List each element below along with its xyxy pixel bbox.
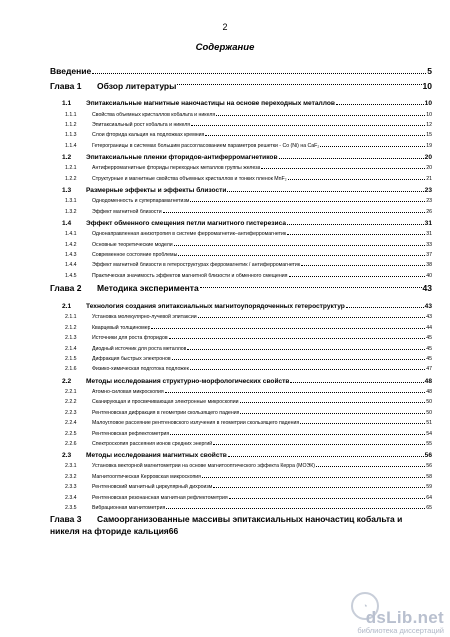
toc-subsection[interactable] bbox=[50, 204, 432, 214]
toc-chapter-number: Глава 2 bbox=[50, 283, 82, 294]
watermark-logo-icon: ◔ bbox=[351, 592, 379, 620]
toc-leader-dots bbox=[301, 265, 425, 266]
toc-subsection-number: 1.3.1 bbox=[65, 198, 77, 205]
toc-section-page: 20 bbox=[424, 153, 432, 161]
toc-chapter[interactable] bbox=[50, 279, 432, 298]
toc-section-title: Эпитаксиальные пленки фторидов-антиферромагнетиков bbox=[86, 153, 278, 161]
toc-subsection[interactable] bbox=[50, 138, 432, 148]
toc-subsection-page: 10 bbox=[426, 111, 432, 118]
toc-section[interactable] bbox=[50, 447, 432, 459]
toc-section-number: 1.3 bbox=[62, 186, 72, 194]
toc-subsection-title: Рентгеновская рефлектометрия bbox=[92, 430, 170, 437]
toc-leader-dots bbox=[287, 224, 424, 225]
toc-subsection-number: 2.2.3 bbox=[65, 409, 77, 416]
toc-leader-dots bbox=[216, 115, 425, 116]
toc-section-page: 43 bbox=[424, 303, 432, 311]
toc-subsection-title: Диодный источник для роста металлов bbox=[92, 345, 187, 352]
toc-subsection-page: 65 bbox=[426, 505, 432, 512]
toc-leader-dots bbox=[300, 423, 425, 424]
toc-subsection-page: 59 bbox=[426, 484, 432, 491]
toc-section[interactable] bbox=[50, 298, 432, 310]
toc-chapter-title: Методика эксперимента bbox=[97, 283, 199, 294]
toc-section-number: 2.2 bbox=[62, 377, 72, 385]
toc-section-page: 56 bbox=[424, 452, 432, 460]
toc-subsection-page: 33 bbox=[426, 241, 432, 248]
toc-subsection-number: 2.3.2 bbox=[65, 473, 77, 480]
toc-subsection-page: 58 bbox=[426, 473, 432, 480]
toc-subsection-title: Современное состояние проблемы bbox=[92, 252, 178, 259]
chapter-number: Глава 3 bbox=[50, 514, 82, 525]
toc-subsection-title: Дифракция быстрых электронов bbox=[92, 355, 171, 362]
toc-subsection[interactable] bbox=[50, 258, 432, 268]
toc-section-title: Технология создания эпитаксиальных магнитоупорядоченных гетероструктур bbox=[86, 303, 345, 311]
toc-subsection[interactable] bbox=[50, 385, 432, 395]
toc-leader-dots bbox=[290, 382, 423, 383]
toc-section-number: 2.1 bbox=[62, 303, 72, 311]
toc-chapter-3[interactable] bbox=[50, 514, 432, 536]
toc-leader-dots bbox=[228, 456, 424, 457]
toc-subsection-title: Источники для роста фторидов bbox=[92, 335, 168, 342]
toc-subsection[interactable] bbox=[50, 352, 432, 362]
toc-subsection-number: 1.1.2 bbox=[65, 121, 77, 128]
toc-subsection[interactable] bbox=[50, 395, 432, 405]
toc-subsection-number: 1.1.1 bbox=[65, 111, 77, 118]
toc-subsection[interactable] bbox=[50, 171, 432, 181]
toc-subsection[interactable] bbox=[50, 268, 432, 278]
toc-subsection-title: Сканирующая и просвечивающая электронные микроскопии bbox=[92, 399, 239, 406]
toc-leader-dots bbox=[229, 498, 425, 499]
toc-subsection[interactable] bbox=[50, 341, 432, 351]
toc-leader-dots bbox=[165, 392, 426, 393]
toc-subsection-page: 20 bbox=[426, 165, 432, 172]
toc-subsection-page: 51 bbox=[426, 420, 432, 427]
toc-subsection-number: 2.3.1 bbox=[65, 463, 77, 470]
toc-section-page: 10 bbox=[424, 100, 432, 108]
toc-subsection-number: 2.1.3 bbox=[65, 335, 77, 342]
toc-subsection[interactable] bbox=[50, 426, 432, 436]
toc-subsection[interactable] bbox=[50, 490, 432, 500]
chapter-page: 66 bbox=[168, 526, 179, 537]
toc-subsection-title: Основные теоретические модели bbox=[92, 241, 173, 248]
toc-leader-dots bbox=[190, 369, 425, 370]
toc-subsection-number: 1.3.2 bbox=[65, 208, 77, 215]
chapter-title-line1: Самоорганизованные массивы эпитаксиальных наночастиц кобальта и bbox=[97, 514, 403, 525]
toc-subsection[interactable] bbox=[50, 248, 432, 258]
toc-leader-dots bbox=[288, 179, 426, 180]
toc-subsection-page: 47 bbox=[426, 366, 432, 373]
toc-chapter-title: Обзор литературы bbox=[97, 80, 177, 91]
toc-chapter-number: Глава 1 bbox=[50, 80, 82, 91]
toc-leader-dots bbox=[346, 307, 424, 308]
table-of-contents bbox=[50, 62, 432, 536]
toc-section-title: Размерные эффекты и эффекты близости bbox=[86, 186, 227, 194]
toc-subsection-page: 12 bbox=[426, 121, 432, 128]
toc-subsection-page: 31 bbox=[426, 231, 432, 238]
toc-section-number: 1.1 bbox=[62, 100, 72, 108]
toc-leader-dots bbox=[151, 328, 425, 329]
toc-leader-dots bbox=[205, 135, 425, 136]
toc-leader-dots bbox=[187, 349, 425, 350]
toc-leader-dots bbox=[178, 255, 425, 256]
toc-section-title: Эффект обменного смещения петли магнитного гистерезиса bbox=[86, 219, 286, 227]
toc-subsection[interactable] bbox=[50, 416, 432, 426]
toc-subsection-number: 2.2.4 bbox=[65, 420, 77, 427]
toc-subsection-title: Структурные и магнитные свойства объемных кристаллов и тонких пленок MnF₂ bbox=[92, 175, 287, 182]
toc-section-number: 2.3 bbox=[62, 452, 72, 460]
toc-subsection-page: 45 bbox=[426, 345, 432, 352]
toc-subsection-title: Вибрационная магнитометрия bbox=[92, 505, 166, 512]
toc-section-title: Методы исследования магнитных свойств bbox=[86, 452, 227, 460]
toc-subsection-title: Практическая значимость эффектов магнитной близости и обменного смещения bbox=[92, 272, 288, 279]
toc-subsection-title: Эпитаксиальный рост кобальта и никеля bbox=[92, 121, 191, 128]
toc-subsection[interactable] bbox=[50, 107, 432, 117]
toc-subsection[interactable] bbox=[50, 320, 432, 330]
toc-subsection-page: 48 bbox=[426, 388, 432, 395]
toc-subsection-number: 2.2.5 bbox=[65, 430, 77, 437]
toc-section[interactable] bbox=[50, 372, 432, 384]
toc-subsection-page: 50 bbox=[426, 399, 432, 406]
toc-section-number: 1.4 bbox=[62, 219, 72, 227]
toc-subsection-number: 2.1.2 bbox=[65, 324, 77, 331]
toc-subsection[interactable] bbox=[50, 362, 432, 372]
toc-leader-dots bbox=[336, 104, 424, 105]
toc-subsection-page: 37 bbox=[426, 252, 432, 259]
toc-subsection-page: 50 bbox=[426, 409, 432, 416]
toc-subsection-page: 56 bbox=[426, 463, 432, 470]
toc-subsection-page: 64 bbox=[426, 494, 432, 501]
watermark-sub: библиотека диссертаций bbox=[357, 626, 444, 635]
toc-subsection-title: Свойства объемных кристаллов кобальта и никеля bbox=[92, 111, 216, 118]
toc-subsection[interactable] bbox=[50, 237, 432, 247]
toc-leader-dots bbox=[166, 508, 425, 509]
toc-leader-dots bbox=[213, 487, 425, 488]
toc-chapter-page: 10 bbox=[422, 80, 432, 91]
toc-subsection-page: 19 bbox=[426, 142, 432, 149]
toc-subsection-number: 2.1.4 bbox=[65, 345, 77, 352]
toc-leader-dots bbox=[289, 276, 426, 277]
toc-subsection-page: 45 bbox=[426, 335, 432, 342]
toc-subsection-page: 38 bbox=[426, 262, 432, 269]
toc-leader-dots bbox=[261, 168, 425, 169]
toc-subsection[interactable] bbox=[50, 469, 432, 479]
toc-section-page: 31 bbox=[424, 219, 432, 227]
toc-leader-dots bbox=[191, 125, 425, 126]
toc-subsection[interactable] bbox=[50, 331, 432, 341]
toc-subsection-page: 23 bbox=[426, 198, 432, 205]
toc-intro-page: 5 bbox=[427, 66, 432, 76]
toc-subsection-number: 2.1.5 bbox=[65, 355, 77, 362]
toc-subsection-number: 1.4.5 bbox=[65, 272, 77, 279]
toc-leader-dots bbox=[240, 402, 426, 403]
toc-subsection-page: 40 bbox=[426, 272, 432, 279]
chapter-title-line2: никеля на фториде кальция bbox=[50, 526, 169, 537]
toc-subsection[interactable] bbox=[50, 405, 432, 415]
toc-section-number: 1.2 bbox=[62, 153, 72, 161]
toc-subsection[interactable] bbox=[50, 459, 432, 469]
toc-intro-row[interactable] bbox=[50, 62, 432, 76]
toc-leader-dots bbox=[287, 234, 425, 235]
toc-section[interactable] bbox=[50, 149, 432, 161]
toc-subsection-number: 2.1.1 bbox=[65, 314, 77, 321]
toc-section[interactable] bbox=[50, 95, 432, 107]
toc-subsection-number: 1.4.3 bbox=[65, 252, 77, 259]
toc-subsection-number: 1.2.2 bbox=[65, 175, 77, 182]
toc-section-page: 23 bbox=[424, 186, 432, 194]
toc-subsection[interactable] bbox=[50, 310, 432, 320]
toc-leader-dots bbox=[200, 287, 422, 288]
page-number: 2 bbox=[222, 22, 228, 32]
contents-heading: Содержание bbox=[195, 42, 255, 53]
toc-subsection-title: Гетерограницы в системах большим рассогласованием параметров решетки - Co (Ni) на CaF₂ bbox=[92, 142, 320, 149]
toc-subsection-title: Эффект магнитной близости bbox=[92, 208, 162, 215]
toc-subsection-number: 1.4.4 bbox=[65, 262, 77, 269]
toc-subsection-number: 2.3.3 bbox=[65, 484, 77, 491]
toc-subsection-title: Кварцевый толщиномер bbox=[92, 324, 151, 331]
toc-subsection[interactable] bbox=[50, 128, 432, 138]
toc-subsection-number: 1.2.1 bbox=[65, 165, 77, 172]
toc-leader-dots bbox=[316, 466, 425, 467]
toc-subsection-page: 45 bbox=[426, 355, 432, 362]
toc-leader-dots bbox=[177, 84, 421, 85]
toc-subsection-title: Малоугловое рассеяние рентгеновского излучения в геометрии скользящего падения bbox=[92, 420, 300, 427]
toc-subsection-title: Рентгеновская резонансная магнитная рефлектометрия bbox=[92, 494, 228, 501]
toc-leader-dots bbox=[240, 413, 425, 414]
toc-leader-dots bbox=[213, 444, 425, 445]
toc-subsection[interactable] bbox=[50, 118, 432, 128]
toc-subsection-title: Рентгеновский магнитный циркулярный дихроизм bbox=[92, 484, 213, 491]
toc-leader-dots bbox=[169, 338, 426, 339]
toc-subsection-title: Однонаправленная анизотропия в системе ферромагнетик–антиферромагнетик bbox=[92, 231, 287, 238]
toc-subsection-number: 2.2.1 bbox=[65, 388, 77, 395]
toc-subsection[interactable] bbox=[50, 437, 432, 447]
toc-subsection-title: Антиферромагнитные фториды переходных металлов группы железа bbox=[92, 165, 261, 172]
toc-leader-dots bbox=[174, 245, 426, 246]
toc-section-page: 48 bbox=[424, 377, 432, 385]
toc-subsection-page: 44 bbox=[426, 324, 432, 331]
toc-subsection-page: 21 bbox=[426, 175, 432, 182]
toc-subsection-page: 55 bbox=[426, 440, 432, 447]
toc-leader-dots bbox=[92, 73, 426, 74]
toc-subsection[interactable] bbox=[50, 501, 432, 511]
toc-subsection-number: 2.3.5 bbox=[65, 505, 77, 512]
toc-leader-dots bbox=[227, 191, 423, 192]
toc-section-title: Эпитаксиальные магнитные наночастицы на основе переходных металлов bbox=[86, 100, 335, 108]
toc-subsection-page: 43 bbox=[426, 314, 432, 321]
toc-subsection[interactable] bbox=[50, 161, 432, 171]
toc-subsection-number: 1.4.2 bbox=[65, 241, 77, 248]
toc-subsection-title: Установка векторной магнитометрии на основе магнитооптического эффекта Керра (МОЭК) bbox=[92, 463, 315, 470]
toc-subsection[interactable] bbox=[50, 194, 432, 204]
toc-section-title: Методы исследования структурно-морфологических свойств bbox=[86, 377, 290, 385]
toc-leader-dots bbox=[163, 212, 426, 213]
toc-leader-dots bbox=[190, 201, 425, 202]
toc-subsection-title: Атомно-силовая микроскопия bbox=[92, 388, 164, 395]
watermark bbox=[332, 608, 444, 635]
watermark-main: dsLib.net bbox=[365, 608, 444, 627]
toc-subsection-number: 2.1.6 bbox=[65, 366, 77, 373]
toc-chapter[interactable] bbox=[50, 76, 432, 95]
toc-subsection-number: 2.2.6 bbox=[65, 440, 77, 447]
toc-subsection-title: Спектроскопия рассеяния ионов средних энергий bbox=[92, 440, 213, 447]
toc-section[interactable] bbox=[50, 215, 432, 227]
toc-leader-dots bbox=[320, 146, 425, 147]
toc-subsection-page: 54 bbox=[426, 430, 432, 437]
toc-subsection-title: Слои фторида кальция на подложках кремния bbox=[92, 132, 205, 139]
toc-leader-dots bbox=[172, 359, 426, 360]
toc-subsection-title: Рентгеновская дифракция в геометрии скользящего падения bbox=[92, 409, 240, 416]
toc-leader-dots bbox=[198, 317, 426, 318]
toc-subsection-page: 15 bbox=[426, 132, 432, 139]
toc-subsection[interactable] bbox=[50, 227, 432, 237]
toc-chapter-page: 43 bbox=[422, 283, 432, 294]
toc-subsection[interactable] bbox=[50, 480, 432, 490]
toc-section[interactable] bbox=[50, 182, 432, 194]
toc-subsection-title: Магнитооптическая Керровская микроскопия bbox=[92, 473, 201, 480]
toc-subsection-number: 2.2.2 bbox=[65, 399, 77, 406]
toc-subsection-number: 2.3.4 bbox=[65, 494, 77, 501]
toc-leader-dots bbox=[202, 477, 425, 478]
toc-subsection-title: Однодоменность и суперпарамагнетизм bbox=[92, 198, 190, 205]
toc-leader-dots bbox=[279, 158, 424, 159]
toc-subsection-number: 1.4.1 bbox=[65, 231, 77, 238]
toc-subsection-title: Эффект магнитной близости в гетероструктурах ферромагнетик / антиферромагнетик bbox=[92, 262, 301, 269]
toc-leader-dots bbox=[170, 434, 425, 435]
toc-subsection-page: 26 bbox=[426, 208, 432, 215]
toc-subsection-number: 1.1.4 bbox=[65, 142, 77, 149]
toc-intro-title: Введение bbox=[50, 66, 92, 76]
toc-subsection-number: 1.1.3 bbox=[65, 132, 77, 139]
toc-subsection-title: Физико-химическая подготока подложек bbox=[92, 366, 189, 373]
toc-subsection-title: Установка молекулярно-лучевой эпитаксии bbox=[92, 314, 197, 321]
